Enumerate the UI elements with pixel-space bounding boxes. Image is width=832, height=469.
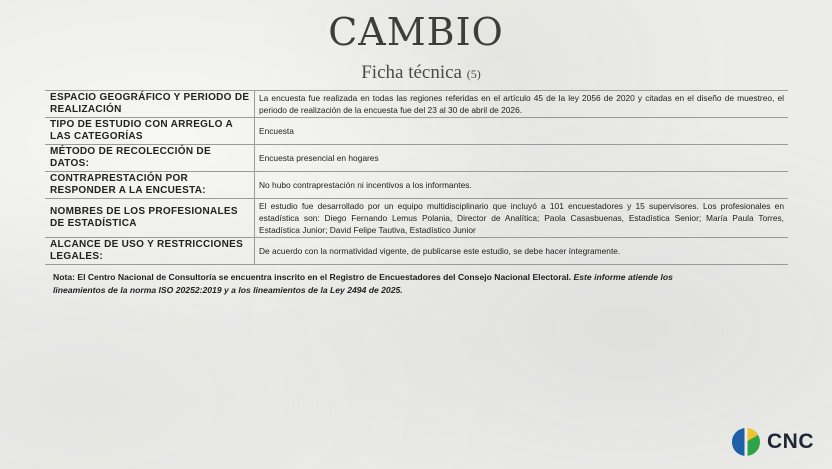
cnc-logo-icon: [731, 427, 761, 457]
table-row: [45, 118, 788, 145]
row-value: Encuesta presencial en hogares: [255, 145, 789, 172]
footnote: [53, 271, 713, 297]
table-row: [45, 199, 788, 238]
row-label: ESPACIO GEOGRÁFICO Y PERIODO DE REALIZACIÓN: [45, 91, 255, 118]
row-label: TIPO DE ESTUDIO CON ARREGLO A LAS CATEGORÍAS: [45, 118, 255, 145]
row-label: CONTRAPRESTACIÓN POR RESPONDER A LA ENCUESTA:: [45, 172, 255, 199]
footnote-text: Nota: El Centro Nacional de Consultoría se encuentra inscrito en el Registro de Encuestadores del Consejo Nacional Electoral.: [53, 272, 572, 282]
row-value: El estudio fue desarrollado por un equipo multidisciplinario que incluyó a 101 encuestadores y 15 supervisores. Los profesionales en estadística son: Diego Fernando Lemus Polania, Director de Analítica; Paola Casasbuenas, Estadística Senior; María Paula Torres, Estadística Junior; David Felipe Tautiva, Estadístico Junior: [255, 199, 789, 238]
row-label: NOMBRES DE LOS PROFESIONALES DE ESTADÍSTICA: [45, 199, 255, 238]
page-subtitle: [0, 62, 832, 84]
cnc-logo: [731, 426, 814, 458]
subtitle-number: (5): [466, 67, 481, 81]
table-row: [45, 172, 788, 199]
table-row: [45, 91, 788, 118]
row-value: De acuerdo con la normatividad vigente, de publicarse este estudio, se debe hacer íntegramente.: [255, 238, 789, 265]
row-value: No hubo contraprestación ni incentivos a los informantes.: [255, 172, 789, 199]
row-label: ALCANCE DE USO Y RESTRICCIONES LEGALES:: [45, 238, 255, 265]
page-title: CAMBIO: [328, 10, 504, 54]
logo-text: CNC: [767, 430, 814, 453]
footnote-italic-text: Este informe atiende los lineamientos de la norma ISO 20252:2019 y a los lineamientos de la Ley 2494 de 2025.: [53, 272, 673, 295]
row-value: La encuesta fue realizada en todas las regiones referidas en el artículo 45 de la ley 2056 de 2020 y citadas en el diseño de muestreo, el periodo de realización de la encuesta fue del 23 al 30 de abril de 2026.: [255, 91, 789, 118]
subtitle-text: Ficha técnica: [361, 62, 462, 83]
table-row: [45, 238, 788, 265]
ficha-tecnica-table: [45, 90, 788, 265]
row-label: MÉTODO DE RECOLECCIÓN DE DATOS:: [45, 145, 255, 172]
row-value: Encuesta: [255, 118, 789, 145]
table-row: [45, 145, 788, 172]
